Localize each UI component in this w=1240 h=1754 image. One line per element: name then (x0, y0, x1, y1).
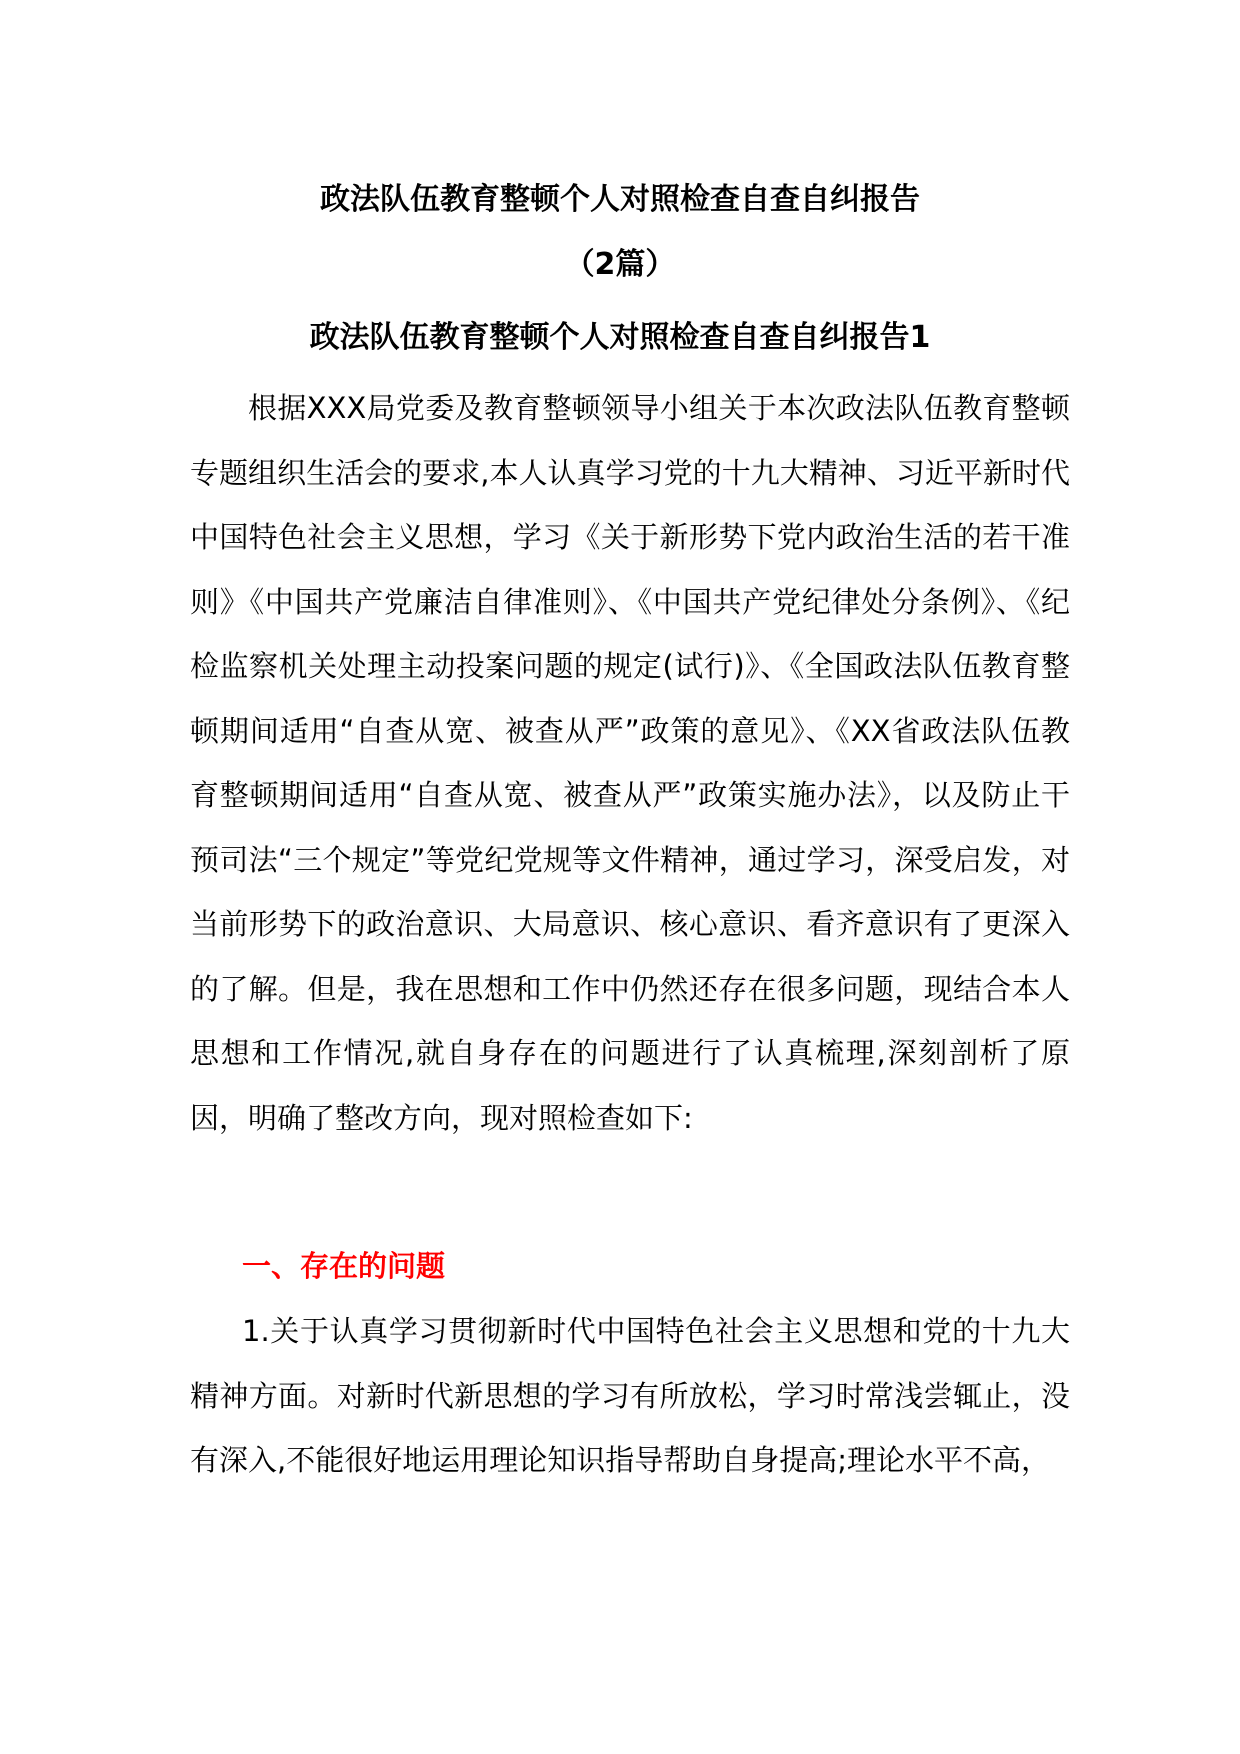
problem-paragraph-1: 1.关于认真学习贯彻新时代中国特色社会主义思想和党的十九大精神方面。对新时代新思想的学习有所放松，学习时常浅尝辄止，没有深入,不能很好地运用理论知识指导帮助自身提高;理论水平不高， (190, 1314, 1070, 1477)
section-heading-problems: 一、存在的问题 (242, 1249, 446, 1283)
intro-paragraph: 根据XXX局党委及教育整顿领导小组关于本次政法队伍教育整顿专题组织生活会的要求,本人认真学习党的十九大精神、习近平新时代中国特色社会主义思想，学习《关于新形势下党内政治生活的若干准则》《中国共产党廉洁自律准则》、《中国共产党纪律处分条例》、《纪检监察机关处理主动投案问题的规定(试行)》、《全国政法队伍教育整顿期间适用“自查从宽、被查从严”政策的意见》、《XX省政法队伍教育整顿期间适用“自查从宽、被查从严”政策实施办法》，以及防止干预司法“三个规定”等党纪党规等文件精神，通过学习，深受启发，对当前形势下的政治意识、大局意识、核心意识、看齐意识有了更深入的了解。但是，我在思想和工作中仍然还存在很多问题，现结合本人思想和工作情况,就自身存在的问题进行了认真梳理,深刻剖析了原因，明确了整改方向，现对照检查如下: (190, 391, 1070, 1135)
document-title: 政法队伍教育整顿个人对照检查自查自纠报告 (320, 182, 920, 217)
article-title: 政法队伍教育整顿个人对照检查自查自纠报告1 (309, 320, 931, 355)
document-subtitle: （2篇） (564, 247, 676, 282)
